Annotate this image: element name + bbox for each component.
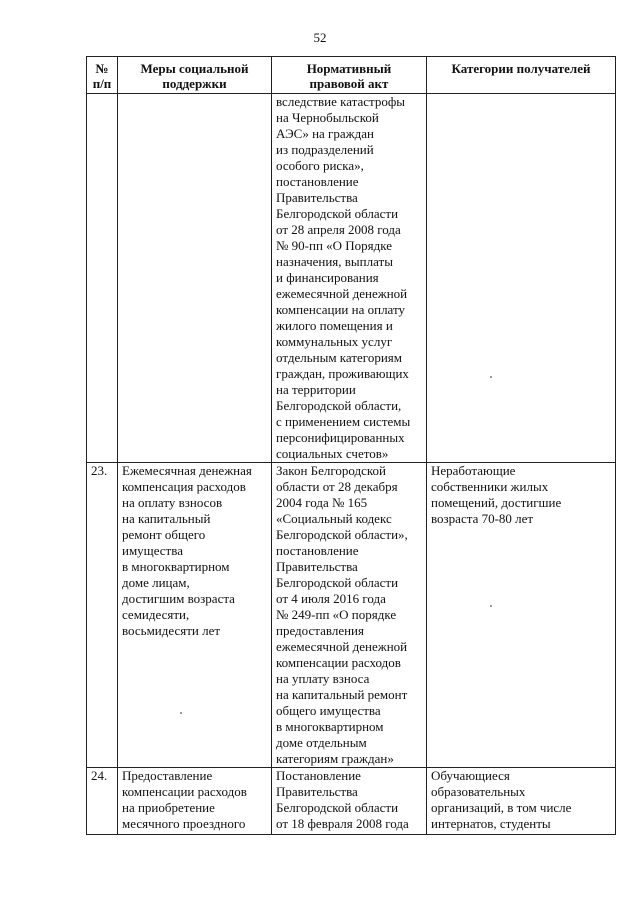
row-number bbox=[87, 94, 118, 463]
row-number: 23. bbox=[87, 463, 118, 768]
category-cell bbox=[427, 94, 616, 463]
measure-cell: Предоставление компенсации расходов на приобретение месячного проездного bbox=[118, 768, 272, 835]
scan-speck bbox=[490, 376, 492, 378]
header-measures: Меры социальной поддержки bbox=[118, 57, 272, 94]
support-measures-table bbox=[86, 56, 616, 835]
scan-speck bbox=[180, 712, 182, 714]
header-number: № п/п bbox=[87, 57, 118, 94]
category-cell: Обучающиеся образовательных организаций, в том числе интернатов, студенты bbox=[427, 768, 616, 835]
table-row bbox=[87, 94, 616, 463]
table-row bbox=[87, 463, 616, 768]
scan-speck bbox=[490, 605, 492, 607]
measure-cell: Ежемесячная денежная компенсация расходов на оплату взносов на капитальный ремонт общего имущества в многоквартирном доме лицам, достигшим возраста семидесяти, восьмидесяти лет bbox=[118, 463, 272, 768]
legal-act-cell: Постановление Правительства Белгородской области от 18 февраля 2008 года bbox=[272, 768, 427, 835]
page-number: 52 bbox=[313, 30, 327, 45]
legal-act-cell: Закон Белгородской области от 28 декабря 2004 года № 165 «Социальный кодекс Белгородской области», постановление Правительства Белгородской области от 4 июля 2016 года № 249-пп «О порядке предоставления ежемесячной денежной компенсации расходов на уплату взноса на капитальный ремонт общего имущества в многоквартирном доме отдельным категориям граждан» bbox=[272, 463, 427, 768]
category-cell: Неработающие собственники жилых помещений, достигшие возраста 70-80 лет bbox=[427, 463, 616, 768]
measure-cell bbox=[118, 94, 272, 463]
table-row bbox=[87, 768, 616, 835]
header-categories: Категории получателей bbox=[427, 57, 616, 94]
row-number: 24. bbox=[87, 768, 118, 835]
table-header-row bbox=[87, 57, 616, 94]
header-legal-act: Нормативный правовой акт bbox=[272, 57, 427, 94]
legal-act-cell: вследствие катастрофы на Чернобыльской АЭС» на граждан из подразделений особого риска», постановление Правительства Белгородской области от 28 апреля 2008 года № 90-пп «О Порядке назначения, выплаты и финансирования ежемесячной денежной компенсации на оплату жилого помещения и коммунальных услуг отдельным категориям граждан, проживающих на территории Белгородской области, с применением системы персонифицированных социальных счетов» bbox=[272, 94, 427, 463]
